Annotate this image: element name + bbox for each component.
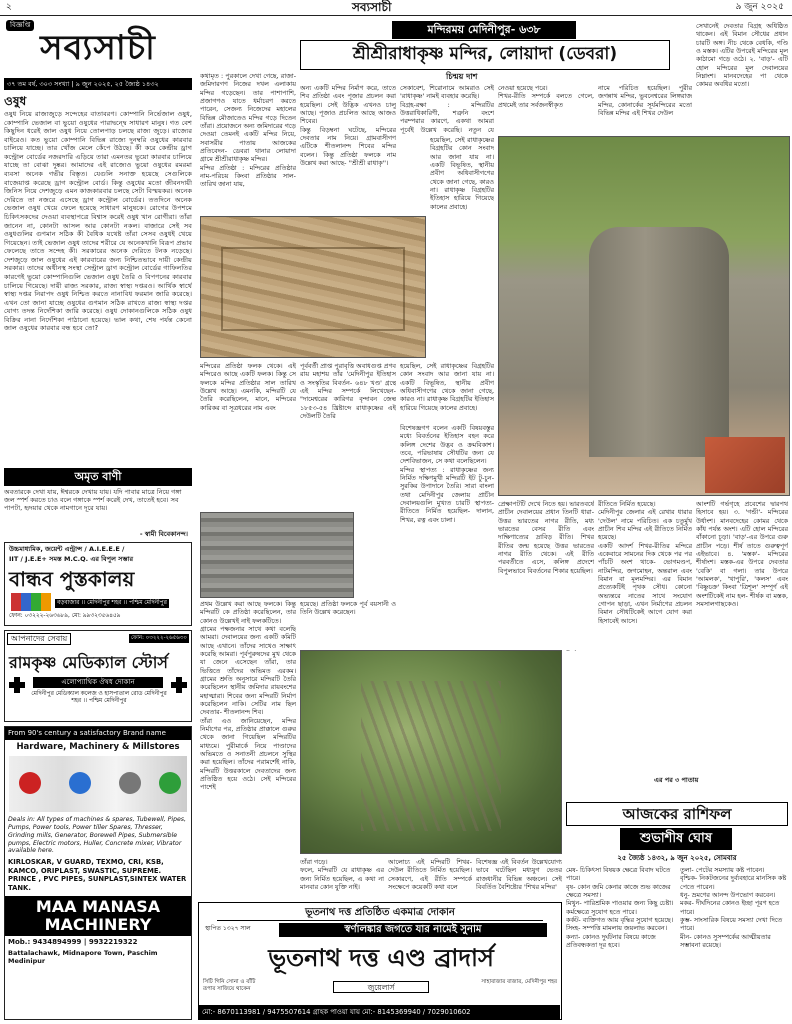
notice-tag: বিজ্ঞপ্তি (6, 20, 34, 31)
article-column: মন্দিরের প্রতিষ্ঠা ফলক থেকে। এই মন্দিরেও আছে একটি ফলক। কিন্তু সে ফলকে মন্দির প্রতিষ্ঠার সাল তারিখ উল্লেখ আছে। এমনকি, মন্দিরটি যে তৈরি করেছিলেন, মানে, মন্দিরের কারিকর বা সূত্রধরের নাম এবং (200, 362, 296, 412)
ad-bookstore-phone: ফোন: ০৩২২২-২৬৩৬৮৯, মো: ৯৯৩২৩৫৬৪৫৯ (9, 613, 121, 619)
editorial-title: ওষুধ (4, 94, 27, 108)
article-column: নেওয়া হয়েছে পরে। শিখর-রীতি সম্পর্কে বলতে গেলে, প্রথমেই তার সর্বজনস্বীকৃত (498, 84, 594, 109)
ad-medical-name: রামকৃষ্ণ মেডিক্যাল স্টোর্স (9, 653, 168, 672)
newspaper-brand: সব্যসাচী (40, 28, 156, 68)
ad-machinery-name: MAA MANASA MACHINERY (5, 896, 191, 936)
article-column: নামে পরিচিত হয়েছিল। পুরীর জগন্নাথ মন্দির, ভুবনেশ্বরের লিঙ্গরাজ মন্দির, কোনার্কের সূর্যমন্দিরের মতো বিভিন্ন মন্দির এই শিখর দেউল (598, 84, 692, 117)
ad-machinery-deals: Deals in: All types of machines & spares, Tubewell, Pipes, Pumps, Power tools, Power tiller Spares, Thresser, Grinding mills, Generator, Borewell Pipes, Submersible pumps, Electric motors, Huller, Concrete mixer, Vibrator available here. (8, 816, 186, 855)
article-byline: চিন্ময় দাশ (446, 72, 478, 81)
issue-line: ৩৭ তম বর্ষ, ৩০৩ সংখ্যা | ৯ জুন ২০২৫, ২৫ জ্যৈষ্ঠ ১৪৩২ (4, 78, 192, 90)
machinery-products-image (9, 756, 187, 812)
quote-heading: অমৃত বাণী (4, 468, 192, 486)
article-column: প্রেক্ষাপটটি দেখে নিতে হয়। ভারতবর্ষে প্রাচীন দেবালয়ের প্রধান তিনটি ধারা-উত্তর ভারতের নাগর রীতি, মধ্য ভারতের বেসর রীতি এবং দাক্ষিণাত্যের দ্রাবিড় রীতি। শিখর রীতির জন্ম হয়েছে উত্তর ভারতের নাগর রীতি থেকে। এই রীতি পরবর্তীতে এসে, কলিঙ্গ প্রদেশে বিপুলভাবে বিবর্তনের শিকার হয়েছিল। (498, 500, 594, 575)
ad-medical-service: আপনাদের সেবায় (7, 633, 71, 645)
medical-cross-icon (171, 677, 187, 693)
horoscope-column: তুলা- পেটের সমস্যায় কষ্ট পাবেন। বৃশ্চিক- নিকটজনের দুর্ব্যবহারে মানসিক কষ্ট পেতে পারেন। ধনু- ভ্রমণের আনন্দ উপভোগ করবেন। মকর- দীর্ঘদিনের কোনও ইচ্ছা পূরণ হতে পারে। কুম্ভ- সাংসারিক বিষয়ে সমস্যা দেখা দিতে পারে। মীন- কোনও সুসম্পর্কের আত্মীয়তার সম্ভাবনা রয়েছে। (680, 866, 787, 949)
ad-bookstore (4, 542, 192, 626)
ad-medical-phone: ফোন: ০৩২২২-২৬৫৬৩০ (130, 635, 187, 641)
ad-machinery-heading: From 90's century a satisfactory Brand name (5, 727, 191, 740)
ad-jewellers-established: স্থাপিত ১৩২৭ সাল (205, 925, 251, 932)
article-column: হয়েছিল, সেই রাধাকৃষ্ণের বিগ্রহটির কোন সংবাদ আর জানা যায় না। একটি বিভূষিত, স্থানীয় প্রবীণ অধিবাসীগণের থেকে জানা গেছে, কারও না। রাধাকৃষ্ণ বিগ্রহটির ইতিহাস হারিয়ে গিয়েছে কালের প্রবাহে। (400, 362, 494, 412)
header-date: ৯ জুন ২০২৫ (735, 2, 784, 12)
generator-icon (119, 772, 141, 794)
article-column: কথামৃত : পুরকালে দেখা গেছে, রাজা-জমিদারগণ নিজের দখল এলাকায় মন্দির গড়েছেন। তার পাশাপাশি, প্রজাগণও যাতে ধর্মাচরণ করতে পারেন, সেজন্য নিজেদের মহালের বিভিন্ন মৌজাতেও মন্দির গড়ে দিতেন তাঁরা। প্রয়োজনে অন্য জমিদারের গড়ে দেওয়া তেমনই একটি মন্দির নিয়ে, সবাসরীর পাতায় আজকের প্রতিবেদন- ডেবরা থানার লোয়াদা গ্রামে শ্রীশ্রীরাধাকৃষ্ণ মন্দির। মন্দির প্রতিষ্ঠা : মন্দিরের প্রতিষ্ঠার নাম-পরিচয় কিংবা প্রতিষ্ঠার সাল-তারিখ জানা যায়, (200, 72, 296, 189)
ad-machinery (4, 726, 192, 1020)
article-column: আলোচ্য এই মন্দিরটি শিখর-দেউল রীতিতে নির্মিত হয়েছিল। সেকারণে, এই রীতি সম্পর্কে সংক্ষেপে কয়েকটি কথা বলে (388, 858, 472, 891)
article-column: বিশেষজ্ঞ এই বিবর্তন উল্লেখযোগ্য ভাবে ঘটেছিল মধ্যযুগ ভেতর রাজধানীর বিভিন্ন অঞ্চলে। সেই বিবর্তিত বৈশিষ্ট্যের 'শিখর মন্দির' (476, 858, 562, 891)
page-header (0, 0, 792, 16)
ad-machinery-mobile: Mob.: 9434894999 | 9932219322 (8, 938, 138, 947)
pump-icon (19, 772, 41, 794)
ad-jewellers-slogan: স্বর্ণালঙ্কার জগতে যার নামেই সুনাম (279, 923, 547, 937)
page-number: ২ (6, 2, 12, 12)
ad-jewellers-sub: জুয়েলার্স (333, 981, 429, 993)
ad-bookstore-line1: উচ্চমাধ্যমিক, জয়েন্ট এন্ট্রান্স / A.I.E.E.E / (9, 545, 125, 553)
ad-jewellers-tagline: ভূতনাথ দত্ত প্রতিষ্ঠিত একমাত্র দোকান (217, 905, 543, 921)
article-column: পূর্ববর্তী প্রাপ্ত পুরাবৃত্তি অবাধগুপ্ত প্রণব রায় মহাশয় তাঁর 'মেদিনীপুর ইতিহাস ও সংস্কৃতির বিবর্তন- ৬৪৮ খণ্ড' গ্রন্থে এই মন্দির সম্পর্কে লিখেছেন- "দামেশ্বরের কারিগর বৃন্দাবন জেল্ব ১৮৫৩-৫৪ খ্রিষ্টাব্দে রাধাকৃষ্ণের এই দেউলটি তৈরি (300, 362, 396, 420)
article-column: অন্য একটি মন্দির নির্মাণ করে, তাতে শিব প্রতিষ্ঠা এবং পূজার প্রচলন করা হয়েছিল। সেই উদ্ভিক এখনও চালু আছে। পূজাও প্রচলিত আছে আজও শিবের। কিন্তু বিড়ম্বনা ঘটেছে, মন্দিরের দেবতার নাম নিয়ে। গ্রামবাসীগণ এটিকে শীতলানন্দ শিবের মন্দির বলেন। কিন্তু প্রতিষ্ঠা ফলকে নাম উল্লেখ করা আছে- ''শ্রীশ্রী রাধাকৃ''। (300, 84, 396, 167)
tiller-icon (159, 772, 181, 794)
ad-bookstore-name: বান্ধব পুস্তকালয় (9, 567, 135, 591)
article-column: আংশটি গর্ভগৃহে প্রবেশের দ্বারপথ হিসাবে হয়। ৩. 'গন্ডী'- মন্দিরের উর্ধাংশ। মানবদেহের কোমর থেকে কাঁধ পর্যন্ত অংশ। এটি হোল মন্দিরের বাঁকানো চূড়া। 'বাড়'-এর উপরে গুরু প্রাচীন পড়ে। শীর্ষ তাতে গুরুত্বপূর্ণ এইভাবে। ৪. 'মস্তক'- মন্দিরের শীর্ষাংশ। মস্তক-এর উপরে দেবতার 'বেকি' বা গলা। তার উপরে 'আমলক', 'খাপুরি', 'কলস' এবং 'বিষ্ণুচক্র' কিংবা 'ত্রিশূল' সম্পূর্ণ এই অংশটিকেই নাম হল- শীর্ষক বা মস্তক, সমসালগাছকেও। (696, 500, 788, 608)
horoscope-date: ২৫ জ্যৈষ্ঠ ১৪৩২, ৯ জুন ২০২৫, সোমবার (617, 854, 737, 862)
ad-jewellers-phones: মো:- 8670113981 / 9475507614 গ্রাহক পাওয়া যায় মো:- 8145369940 / 7029010602 (199, 1005, 560, 1019)
quote-body: অবতারকে দেখা যায়, ঈশ্বরকে দেখায় যায়। যদি পাবার মাত্রে নিয়ে গঙ্গা জল স্পর্শ করতে চাও বলে গঙ্গাকে স্পর্শ করেই দেখ, তাতেই হবে। সব পাপটা, হৃদয়ার থেকে নামগানে দূরে যায়। (4, 488, 182, 513)
medical-cross-icon (9, 677, 25, 693)
ad-jewellers-name: ভূতনাথ দত্ত এণ্ড ব্রাদার্স (268, 944, 494, 972)
article-headline: শ্রীশ্রীরাধাকৃষ্ণ মন্দির, লোয়াদা (ডেবরা) (300, 40, 670, 70)
horoscope-heading: আজকের রাশিফল (566, 802, 788, 826)
series-kicker: মন্দিরময় মেদিনীপুর- ৬৩৮ (392, 21, 576, 39)
article-column: তাঁরা গড়ে। ফলে, মন্দিরটি যে রাধাকৃষ্ণ এর জন্য নির্মিত হয়েছিল, এ কথা না মানবার কোন যুক্তি নাই। (300, 858, 384, 891)
inscription-photo (200, 512, 354, 598)
article-column: রীতিতে নির্মিত হয়েছে। মেদিনীপুর জেলার এই রেখার ধারার 'দেউল' নামে পরিচিত। এক চতুর্মুখ প্রাচীন শিব মন্দির এই রীতিতে নির্মিত হয়েছে। একটি আদর্শ শিখর-রীতির মন্দিরে একেবারে সামনের দিক থেকে পর পর পাঁচটি অংশ থাকে- ভোগমণ্ডপ, নাটমন্দির, জগমোহন, অন্তরাল এবং বিমান বা মূলমন্দির। এর বিমান প্রত্যেকটিই পৃথক সৌধ। কোনো অভ্যন্তরে নাতের সাথে সংযোগ গোপন ছাড়া, এখন নির্মাণের প্রচলন বিমান সৌধটিকেই আগে যোগ করা হিসাবেই আসে। (598, 500, 692, 625)
horoscope-column: মেষ- চিকিৎসা বিষয়ক ক্ষেত্রে বিবাদ ঘটতে পারে। বৃষ- কোন জমি কেনার কাজে শুভ কাজের ক্ষেত্রে সমস্যা। মিথুন- পারিশ্রমিক পাওয়ার জন্য কিছু চেষ্টা। কর্মক্ষেত্রে সুযোগ হতে পারে। কর্কট- ব্যক্তিগত আয় বৃদ্ধির সুযোগ হয়েছে। সিংহ- সম্পত্তি মামলায় জয়লাভ করবেন। কন্যা- কোনও দুর্ঘটনার বিষয়ে কাজে প্রতিবন্ধকতা দূর হবে। (566, 866, 674, 949)
ad-jewellers-strap: সিটি গিনি সোনা ও বাঁটি রূপার সাজিয়ে থাকেন (203, 979, 256, 992)
article-column: সেখানেই দেবতার বিগ্রহ অধিষ্ঠিত থাকেন। এই বিমান সৌধের প্রধান চারটি অঙ্গ। নীচ থেকে বেধকি, গণ্ডি ও মস্তক। এটির উপরেই মন্দিরের মূল কাঠামো গড়ে ওঠে। ২. 'বাড়'- এটি হোল মন্দিরের মূল দেবালয়ের নিম্নাংশ। মানবদেহের পা থেকে কোমর অবধির মতো। (696, 22, 788, 89)
article-column: বিশেষজ্ঞগণ বলেন একটি বিষয়বস্তুর মধ্যে বিবর্তনের ইতিহাস বহন করে কলিঙ্গ দেশের উদ্ভব ও ক্রমবিকাশ। তবে, পরিভাষায় সৌধটির জন্য যে দেশবিভাজন, সে কথা বলেছিলেন। মন্দির স্থাপত্য : রাধাকৃষ্ণের জন্য নির্মিত দক্ষিণমুখী মন্দিরটি ইট টু-চুন-সুরকির উপাদানে তৈরি। সারা বাংলা তথা মেদিনীপুর জেলায় প্রাচীন দেবালয়গুলি মুখ্যত চারটি স্থাপত্য-রীতিতে নির্মিত হয়েছিল- দালান, শিখর, রত্ন এবং চালা। (400, 424, 494, 524)
left-column (4, 20, 192, 1020)
books-icon (11, 593, 51, 611)
horoscope-astrologer: শুভাশীষ ঘোষ (620, 828, 732, 850)
article-column: প্রথম উল্লেখ করা আছে ফলকে। কিন্তু মন্দিরটি কে প্রতিষ্ঠা করেছিলেন, তার কোনও উল্লেখই নাই ফলকটিতে। গ্রামের পক্ষজনার সাথে কথা বলেছি আমরা। দেবালয়ের জন্য একটি কমিটি আছে এখানে। তাঁদের সাথেও সাক্ষাৎ করেছি আমরা। পূর্বপুরুষদের মুখ থেকে যা জেনে এসেছেন তাঁরা, তার ভিত্তিতে তাঁদের অভিমত এরকম। গ্রামের শ্রুতি অনুসারে মন্দিরটি তৈরি করেছিলেন স্থানীয় জমিদার রায়বংশের মহাত্মারা। শিবের জন্য মন্দিরটি নির্মাণ করেছিলেন নাকি। সেটির নাম ছিল দেবতার- শীতলানন্দ শিব। তাঁরা এও জানিয়েছেন, মন্দির নির্মাণের পর, প্রতিষ্ঠার প্রাক্কালে গুরুর থেকে জানা গিয়েছিল মন্দিরটির মাধ্যমে। পুরীমার্কে নিয়ে পাণ্ডাদের অভিমতে ও সনাতনী প্রচলনে সুস্থির করা হয়েছিল। তাঁদের পরামর্শেই নাকি, মন্দিরটি উত্তরকালে দেবতাদের জন্য প্রতিষ্ঠিত হয়ে ওঠে। সেই মন্দিরের পাশেই (200, 600, 296, 792)
quote-author: - স্বামী বিবেকানন্দ। (139, 530, 188, 538)
ad-machinery-title: Hardware, Machinery & Millstores (16, 741, 180, 752)
article-column: হয়েছে। প্রতিষ্ঠা ফলকে পূর্ব বয়সানী ও তিনি উল্লেখ করেছেন। (300, 600, 396, 617)
article-column: হয়েছিল, সেই রাধাকৃষ্ণের বিগ্রহটির কোন সংবাদ আর জানা যায় না। একটি বিভূষিত, স্থানীয় প্রবীণ অধিবাসীগণের থেকে জানা গেছে, কারও না। রাধাকৃষ্ণ বিগ্রহটির ইতিহাস হারিয়ে গিয়েছে কালের প্রবাহে। (430, 136, 494, 211)
article-column (566, 650, 594, 651)
article-column: সেকাবেশ, শিরোনামে আমরাও সেই 'রাধাকৃষ্ণ' নামই ব্যবহার করেছি। বিগ্রহ-রক্ষা : মন্দিরটির উত্তরাধিকারিণী, শত্রুনি বংশে পরম্পরার কারণে, একথা আমরা পূর্বেই উল্লেখ করেছি। নতুন যে (400, 84, 494, 134)
ad-machinery-address: Battalachawk, Midnapore Town, Paschim Medinipur (8, 948, 158, 965)
masthead-small: সব্যসাচী (352, 0, 392, 14)
motor-icon (69, 772, 91, 794)
ad-bookstore-address: বড়বাজার ।। মেদিনীপুর শহর ।। পশ্চিম মেদিনীপুর (55, 599, 169, 608)
overgrown-temple-photo (300, 650, 562, 854)
ad-jewellers-address: সাহাবাজার বাজার, মেদিনীপুর শহর (481, 979, 557, 985)
ad-machinery-brands: KIRLOSKAR, V GUARD, TEXMO, CRI, KSB, KAMCO, ORIPLAST, SWASTIC, SUPREME. PRINCE , PVC PIPES, SUNPLAST,SINTEX WATER TANK. (8, 858, 187, 892)
ad-jewellers (198, 902, 562, 1020)
ad-medical-shop: এলোপ্যাথিক ঔষধ দোকান (33, 677, 163, 688)
foundation-plaque-photo (200, 216, 426, 358)
continued-note: এর পর ৩ পাতায় (654, 776, 699, 784)
ad-medical-address: মেদিনীপুর মেডিক্যাল কলেজ ও হাসপাতাল রোড মেদিনীপুর শহর ।। পশ্চিম মেদিনীপুর (31, 691, 167, 705)
ad-bookstore-line2: IIT / J.E.E+ সমস্ত M.C.Q. এর বিপুল সম্ভার (9, 555, 134, 563)
ad-medical-store (4, 630, 192, 722)
editorial-body: ওষুধ নিয়ে রাজ্যজুড়ে সন্দেহের বাতাবরণ। কোম্পানি নির্ভেজাল ওষুধ, কোম্পানি ভেজাল বা ভুয়ো ওষুধের পারাদ্বন্দ্বে সাধারণ মানুষ। গত বেশ কিছুদিন ধরেই জাল ওষুধ নিয়ে তোলপাড় চলছে রাজ্য জুড়ে। রাজ্যের বাইরেও। কত ভুয়ো কোম্পানি বিভিন্ন রাজ্যে দুনম্বরি ওষুধের কারবার চালিয়ে যাচ্ছে। তার খোঁজ মেলে কেঁপে উঠছে। কী করে কেন্দ্রীয় ড্রাগ কন্ট্রোল বোর্ডের নজরদারি এড়িয়ে তারা এমনতর ভুয়ো কারবার চালিয়ে যাচ্ছে তা বোঝা দুষ্কর। আমাদের এই রাজ্যেও ভুয়ো ওষুধের রমরমা ব্যবসা অনেক গভীর বিস্তৃত। যেগুলি সনাক্ত হয়েছে সেগুলিকে বাজেয়াপ্ত করেছে ড্রাগ কন্ট্রোল বোর্ড। কিন্তু ওষুধের মতো জীবনদায়ী জিনিস নিয়ে দেশজুড়ে এমন কাজকারবার চলছে সেটা বিস্ময়কর। অনেক দেরিতে তা নজরে এসেছে ড্রাগ কন্ট্রোল বোর্ডের। ততদিনে অনেক ভেজাল ওষুধ খেয়ে ফেলে হয়েছে সাধারণ মানুষকে। রোগের উপশমে চিকিৎসকদের দেওয়া ব্যবস্থাপত্রে বিশ্বাস করেই ওষুধ খান রোগীরা। তাঁরা জানেন না, কোনটা আসল আর কোনটা নকল। বাজারে সেই সব ওষুধগুলির গুণমান সঠিক কী বৈধিক যথেষ্ট তাঁরা সেসব ওষুধই খেয়ে গিয়েছেন। তাই ভেজাল ওষুধ তাদের শরীরে যে অনেকখানি বিরূপ প্রভাব ফেলেছে তাতে সন্দেহ কী। সরকারের অনেক দেরিতে টনক নড়েছে। দেশজুড়ে জাল ওষুধের এই কারবারের জন্য নিশ্চিতভাবে দায়ী কেন্দ্রীয় সরকার। তাদের অধীনস্থ সংস্থা সেন্ট্রাল ড্রাগ কন্ট্রোল বোর্ডের গাফিলতির কারণেই ভুয়ো কোম্পানিগুলি ভেজাল ওষুধ তৈরি ও বিপণনের কারবার চালিয়ে গিয়েছে। দায়ী রাজ্য সরকার, রাজ্য স্বাস্থ্য দপ্তরও। আর্থিক স্বার্থে স্বাস্থ্য দপ্তর নিরাপদ ওষুধ নিশ্চিত করতে নানাবিধ ফরমান জারি করেছে। এখন তো জানা যাচ্ছে ওষুধের গুণমান সঠিক রাখতে রাজ্য স্বাস্থ্য দপ্তর যোগ্য তদন্ত নির্দেশিকা জারি করেছে। ওষুধ দোকানগুলিকে সঠিক ওষুধ বিক্রির নানা নির্দেশিকা পাঠানো হয়েছে। ভাল কথা, শেষ পর্যন্ত কেনো জাল ওষুধের কারবার বন্ধ হবে তো? (4, 110, 192, 333)
temple-photo (498, 136, 790, 496)
